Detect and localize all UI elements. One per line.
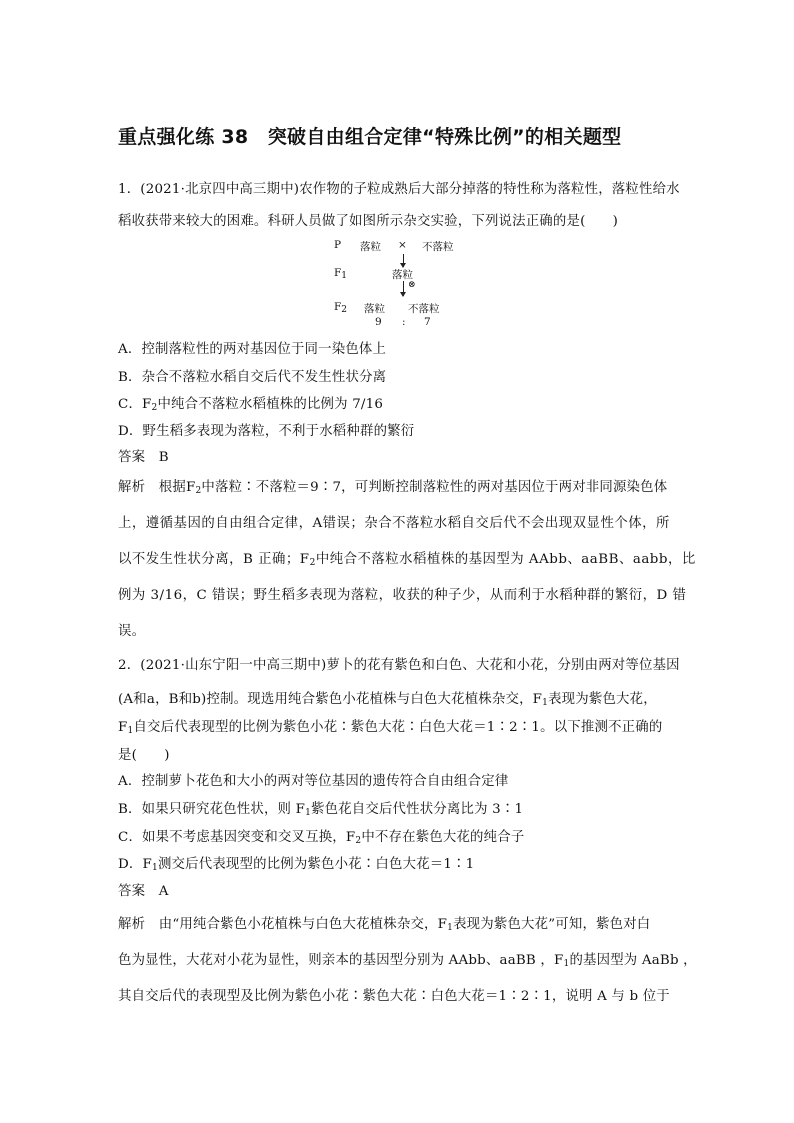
f2-right: 不落粒 (408, 303, 440, 315)
f2-label: $F_2$ (334, 301, 348, 315)
q2-option-b: B．如果只研究花色性状，则 $F_1$紫色花自交后代性状分离比为 3∶1 (118, 802, 524, 818)
p-label: P (334, 239, 342, 251)
q1-option-a: A．控制落粒性的两对基因位于同一染色体上 (118, 342, 387, 357)
page-title: 重点强化练 38 突破自由组合定律“特殊比例”的相关题型 (118, 126, 622, 148)
q1-explanation-line3: 以不发生性状分离，B 正确；$F_2$中纯合不落粒水稻植株的基因型为 AAbb、aaBB、aabb，比 (118, 552, 696, 568)
q2-stem-line1: 2．(2021·山东宁阳一中高三期中)萝卜的花有紫色和白色、大花和小花，分别由两对等位基因 (118, 658, 680, 673)
q1-stem-line1: 1．(2021·北京四中高三期中)农作物的子粒成熟后大部分掉落的特性称为落粒性，落粒性给水 (118, 182, 680, 197)
f1-value: 落粒 (392, 269, 413, 281)
ratio-left: 9 (375, 316, 382, 328)
q1-option-d: D．野生稻多表现为落粒，不利于水稻种群的繁衍 (118, 424, 415, 439)
arrow-down-icon (403, 254, 404, 267)
q2-option-d: D．$F_1$测交后代表现型的比例为紫色小花∶白色大花＝1∶1 (118, 857, 475, 873)
cross-symbol: × (398, 239, 407, 251)
p-right: 不落粒 (422, 241, 454, 253)
q1-option-c: C．$F_2$中纯合不落粒水稻植株的比例为 7/16 (118, 397, 384, 413)
q1-answer: 答案 B (118, 450, 169, 465)
q1-explanation-line5: 误。 (118, 624, 146, 639)
q2-option-a: A．控制萝卜花色和大小的两对等位基因的遗传符合自由组合定律 (118, 774, 509, 789)
q2-stem-line2: (A和a，B和b)控制。现选用纯合紫色小花植株与白色大花植株杂交，$F_1$表现为紫色大花， (118, 692, 657, 708)
cross-diagram (330, 234, 470, 334)
q2-option-c: C．如果不考虑基因突变和交叉互换，$F_2$中不存在紫色大花的纯合子 (118, 830, 525, 846)
q1-explanation-line2: 上，遵循基因的自由组合定律，A错误；杂合不落粒水稻自交后代不会出现双显性个体，所 (118, 516, 670, 531)
self-cross-icon: ⊗ (408, 280, 416, 290)
q2-answer: 答案 A (118, 884, 169, 899)
arrow-down-icon (403, 281, 404, 296)
p-left: 落粒 (360, 241, 381, 253)
q2-explanation-line3: 其自交后代的表现型及比例为紫色小花∶紫色大花∶白色大花＝1∶2∶1，说明 A 与 b 位于 (118, 989, 670, 1004)
q1-explanation-line4: 例为 3/16，C 错误；野生稻多表现为落粒，收获的种子少，从而利于水稻种群的繁衍，D 错 (118, 588, 687, 603)
q2-explanation-line2: 色为显性，大花对小花为显性，则亲本的基因型分别为 AAbb、aaBB ，$F_1$的基因型为 AaBb ， (118, 953, 697, 969)
q1-option-b: B．杂合不落粒水稻自交后代不发生性状分离 (118, 370, 387, 385)
f2-left: 落粒 (364, 303, 385, 315)
f1-label: $F_1$ (334, 267, 348, 281)
ratio-right: 7 (424, 316, 431, 328)
q2-stem-line3: $F_1$自交后代表现型的比例为紫色小花∶紫色大花∶白色大花＝1∶2∶1。以下推测不正确的 (118, 720, 663, 736)
q1-explanation-line1: 解析 根据$F_2$中落粒∶不落粒＝9∶7，可判断控制落粒性的两对基因位于两对非同源染色体 (118, 480, 668, 496)
q2-stem-line4: 是( ) (118, 748, 170, 763)
q1-stem-line2: 稻收获带来较大的困难。科研人员做了如图所示杂交实验，下列说法正确的是( ) (118, 214, 619, 229)
ratio-colon: : (402, 316, 406, 328)
q2-explanation-line1: 解析 由“用纯合紫色小花植株与白色大花植株杂交，$F_1$表现为紫色大花”可知，紫色对白 (118, 917, 651, 933)
